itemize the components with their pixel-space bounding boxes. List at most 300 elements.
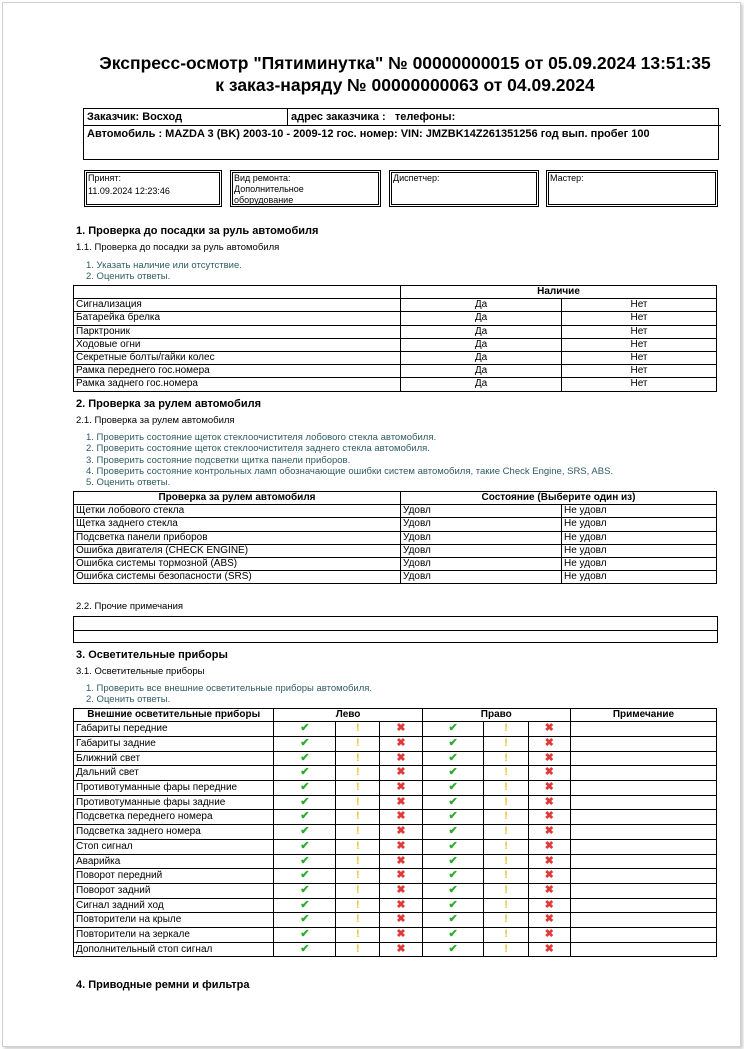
warning-cell[interactable] bbox=[484, 839, 528, 854]
warning-icon: ! bbox=[504, 751, 508, 764]
cross-icon: ✖ bbox=[396, 928, 406, 941]
warning-cell[interactable] bbox=[484, 722, 528, 737]
bad-option[interactable]: Не удовл bbox=[562, 505, 717, 518]
warning-icon: ! bbox=[504, 736, 508, 749]
warning-icon: ! bbox=[504, 795, 508, 808]
row-label: Повторители на крыле bbox=[74, 913, 274, 928]
address-phone-field bbox=[288, 109, 721, 126]
section4-title: 4. Приводные ремни и фильтра bbox=[76, 979, 250, 991]
check-cell[interactable] bbox=[274, 810, 336, 825]
check-cell[interactable] bbox=[274, 854, 336, 869]
cross-icon: ✖ bbox=[396, 942, 406, 955]
warning-cell[interactable] bbox=[484, 795, 528, 810]
check-cell[interactable] bbox=[422, 913, 484, 928]
cross-cell[interactable] bbox=[528, 898, 570, 913]
row-label: Щетка заднего стекла bbox=[74, 518, 401, 531]
instruction-item: 1. Указать наличие или отсутствие. bbox=[86, 260, 242, 271]
yes-option[interactable]: Да bbox=[401, 365, 562, 378]
cross-icon: ✖ bbox=[544, 766, 554, 779]
warning-icon: ! bbox=[355, 751, 360, 764]
check-cell[interactable] bbox=[422, 766, 484, 781]
check-cell[interactable] bbox=[422, 942, 484, 957]
check-cell[interactable] bbox=[422, 825, 484, 840]
check-cell[interactable] bbox=[422, 839, 484, 854]
note-cell[interactable] bbox=[570, 942, 716, 957]
accepted-value: 11.09.2024 12:23:46 bbox=[88, 186, 170, 196]
check-cell[interactable] bbox=[274, 883, 336, 898]
warning-icon: ! bbox=[504, 913, 508, 926]
check-cell[interactable] bbox=[274, 898, 336, 913]
row-label: Поворот передний bbox=[74, 869, 274, 884]
table-row bbox=[74, 781, 717, 796]
cross-cell[interactable] bbox=[380, 781, 422, 796]
note-cell[interactable] bbox=[570, 854, 716, 869]
check-cell[interactable] bbox=[422, 810, 484, 825]
check-icon: ✔ bbox=[300, 781, 310, 794]
check-cell[interactable] bbox=[274, 913, 336, 928]
table-row bbox=[74, 312, 717, 325]
check-cell[interactable] bbox=[274, 722, 336, 737]
row-label: Аварийка bbox=[74, 854, 274, 869]
check-icon: ✔ bbox=[300, 854, 310, 867]
warning-icon: ! bbox=[504, 825, 508, 838]
master-label: Мастер: bbox=[550, 173, 584, 183]
phones-label: телефоны: bbox=[394, 111, 456, 123]
warning-cell[interactable] bbox=[484, 781, 528, 796]
cross-icon: ✖ bbox=[396, 913, 406, 926]
cross-icon: ✖ bbox=[396, 883, 406, 896]
yes-option[interactable]: Да bbox=[401, 338, 562, 351]
check-cell[interactable] bbox=[274, 795, 336, 810]
check-cell[interactable] bbox=[274, 869, 336, 884]
table-row bbox=[74, 869, 717, 884]
check-cell[interactable] bbox=[274, 928, 336, 943]
row-label: Дальний свет bbox=[74, 766, 274, 781]
row-label: Подсветка переднего номера bbox=[74, 810, 274, 825]
warning-cell[interactable] bbox=[484, 942, 528, 957]
note-cell[interactable] bbox=[570, 869, 716, 884]
cross-cell[interactable] bbox=[528, 913, 570, 928]
table-row bbox=[74, 898, 717, 913]
table-row bbox=[74, 854, 717, 869]
cross-icon: ✖ bbox=[544, 913, 554, 926]
cross-icon: ✖ bbox=[544, 751, 554, 764]
cross-icon: ✖ bbox=[544, 825, 554, 838]
cross-icon: ✖ bbox=[396, 898, 406, 911]
address-label: адрес заказчика : bbox=[291, 111, 386, 123]
presence-header: Наличие bbox=[401, 286, 717, 299]
cross-cell[interactable] bbox=[380, 722, 422, 737]
warning-icon: ! bbox=[355, 839, 360, 852]
check-icon: ✔ bbox=[448, 722, 458, 735]
warning-cell[interactable] bbox=[336, 928, 380, 943]
section3-title: 3. Осветительные приборы bbox=[76, 649, 228, 661]
warning-icon: ! bbox=[355, 869, 360, 882]
cross-cell[interactable] bbox=[380, 736, 422, 751]
row-label: Ошибка двигателя (CHECK ENGINE) bbox=[74, 544, 401, 557]
lights-table bbox=[73, 708, 717, 957]
client-block bbox=[83, 108, 719, 160]
warning-cell[interactable] bbox=[336, 883, 380, 898]
warning-cell[interactable] bbox=[336, 795, 380, 810]
warning-cell[interactable] bbox=[484, 913, 528, 928]
table-row bbox=[74, 736, 717, 751]
warning-icon: ! bbox=[355, 766, 360, 779]
check-icon: ✔ bbox=[448, 883, 458, 896]
table-row bbox=[74, 795, 717, 810]
section1-instructions bbox=[86, 260, 242, 283]
cross-icon: ✖ bbox=[544, 854, 554, 867]
check-icon: ✔ bbox=[448, 751, 458, 764]
good-option[interactable]: Удовл bbox=[401, 531, 562, 544]
row-label: Сигнализация bbox=[74, 299, 401, 312]
row-label: Рамка заднего гос.номера bbox=[74, 378, 401, 391]
check-cell[interactable] bbox=[422, 795, 484, 810]
table-row bbox=[74, 825, 717, 840]
good-option[interactable]: Удовл bbox=[401, 571, 562, 584]
check-icon: ✔ bbox=[448, 869, 458, 882]
check-icon: ✔ bbox=[448, 854, 458, 867]
presence-header-blank bbox=[74, 286, 401, 299]
cross-icon: ✖ bbox=[544, 839, 554, 852]
check-icon: ✔ bbox=[300, 883, 310, 896]
warning-icon: ! bbox=[355, 825, 360, 838]
cross-cell[interactable] bbox=[528, 839, 570, 854]
warning-cell[interactable] bbox=[484, 883, 528, 898]
note-cell[interactable] bbox=[570, 795, 716, 810]
no-option[interactable]: Нет bbox=[562, 312, 717, 325]
note-cell[interactable] bbox=[570, 751, 716, 766]
check-icon: ✔ bbox=[300, 913, 310, 926]
check-icon: ✔ bbox=[448, 736, 458, 749]
check-icon: ✔ bbox=[300, 942, 310, 955]
customer-field: Заказчик: Восход bbox=[84, 109, 288, 126]
check-cell[interactable] bbox=[422, 751, 484, 766]
warning-cell[interactable] bbox=[336, 766, 380, 781]
master-box bbox=[546, 170, 718, 207]
row-label: Щетки лобового стекла bbox=[74, 505, 401, 518]
yes-option[interactable]: Да bbox=[401, 352, 562, 365]
warning-cell[interactable] bbox=[484, 825, 528, 840]
bad-option[interactable]: Не удовл bbox=[562, 558, 717, 571]
check-icon: ✔ bbox=[300, 736, 310, 749]
instruction-item: 2. Проверить состояние щеток стеклоочистителя заднего стекла автомобиля. bbox=[86, 443, 430, 455]
check-cell[interactable] bbox=[274, 942, 336, 957]
warning-cell[interactable] bbox=[336, 781, 380, 796]
bad-option[interactable]: Не удовл bbox=[562, 544, 717, 557]
cross-cell[interactable] bbox=[380, 839, 422, 854]
instruction-item: 3. Проверить состояние подсветки щитка панели приборов. bbox=[86, 454, 351, 466]
good-option[interactable]: Удовл bbox=[401, 544, 562, 557]
check-icon: ✔ bbox=[300, 751, 310, 764]
warning-icon: ! bbox=[355, 898, 360, 911]
row-label: Габариты передние bbox=[74, 722, 274, 737]
warning-cell[interactable] bbox=[336, 869, 380, 884]
check-cell[interactable] bbox=[274, 825, 336, 840]
warning-cell[interactable] bbox=[336, 898, 380, 913]
warning-icon: ! bbox=[504, 766, 508, 779]
row-label: Батарейка брелка bbox=[74, 312, 401, 325]
cross-cell[interactable] bbox=[528, 883, 570, 898]
warning-cell[interactable] bbox=[336, 722, 380, 737]
row-label: Рамка переднего гос.номера bbox=[74, 365, 401, 378]
cross-cell[interactable] bbox=[380, 810, 422, 825]
row-label: Ошибка системы тормозной (ABS) bbox=[74, 558, 401, 571]
yes-option[interactable]: Да bbox=[401, 299, 562, 312]
cross-cell[interactable] bbox=[528, 869, 570, 884]
bad-option[interactable]: Не удовл bbox=[562, 518, 717, 531]
cross-cell[interactable] bbox=[380, 766, 422, 781]
table-row bbox=[74, 942, 717, 957]
table-row bbox=[74, 722, 717, 737]
warning-icon: ! bbox=[504, 883, 508, 896]
table-row bbox=[74, 913, 717, 928]
warning-icon: ! bbox=[355, 810, 360, 823]
warning-icon: ! bbox=[355, 781, 360, 794]
accepted-label: Принят: bbox=[88, 173, 121, 183]
note-cell[interactable] bbox=[570, 736, 716, 751]
warning-cell[interactable] bbox=[484, 898, 528, 913]
cross-cell[interactable] bbox=[380, 928, 422, 943]
accepted-box bbox=[84, 170, 222, 207]
warning-icon: ! bbox=[504, 781, 508, 794]
warning-cell[interactable] bbox=[484, 736, 528, 751]
cross-cell[interactable] bbox=[528, 854, 570, 869]
check-cell[interactable] bbox=[422, 928, 484, 943]
note-cell[interactable] bbox=[570, 722, 716, 737]
check-icon: ✔ bbox=[300, 795, 310, 808]
warning-cell[interactable] bbox=[336, 942, 380, 957]
note-cell[interactable] bbox=[570, 898, 716, 913]
no-option[interactable]: Нет bbox=[562, 299, 717, 312]
check-cell[interactable] bbox=[422, 736, 484, 751]
row-label: Габариты задние bbox=[74, 736, 274, 751]
cross-cell[interactable] bbox=[380, 913, 422, 928]
check-icon: ✔ bbox=[300, 928, 310, 941]
warning-cell[interactable] bbox=[484, 854, 528, 869]
note-cell[interactable] bbox=[570, 810, 716, 825]
good-option[interactable]: Удовл bbox=[401, 518, 562, 531]
cross-cell[interactable] bbox=[380, 883, 422, 898]
cross-icon: ✖ bbox=[396, 810, 406, 823]
driver-check-table bbox=[73, 491, 717, 584]
warning-cell[interactable] bbox=[336, 810, 380, 825]
row-label: Ошибка системы безопасности (SRS) bbox=[74, 571, 401, 584]
lights-right-header: Право bbox=[422, 709, 570, 722]
warning-cell[interactable] bbox=[336, 839, 380, 854]
repair-type-value: Дополнительное оборудование bbox=[234, 184, 304, 205]
check-cell[interactable] bbox=[422, 869, 484, 884]
check-icon: ✔ bbox=[300, 722, 310, 735]
yes-option[interactable]: Да bbox=[401, 312, 562, 325]
check-icon: ✔ bbox=[300, 869, 310, 882]
cross-icon: ✖ bbox=[396, 781, 406, 794]
table-row bbox=[74, 378, 717, 391]
row-label: Сигнал задний ход bbox=[74, 898, 274, 913]
driver-check-col2: Состояние (Выберите один из) bbox=[401, 492, 717, 505]
driver-check-col1: Проверка за рулем автомобиля bbox=[74, 492, 401, 505]
warning-icon: ! bbox=[355, 883, 360, 896]
cross-cell[interactable] bbox=[528, 751, 570, 766]
check-icon: ✔ bbox=[448, 810, 458, 823]
cross-cell[interactable] bbox=[528, 928, 570, 943]
cross-cell[interactable] bbox=[380, 825, 422, 840]
table-row bbox=[74, 338, 717, 351]
yes-option[interactable]: Да bbox=[401, 378, 562, 391]
no-option[interactable]: Нет bbox=[562, 352, 717, 365]
table-row bbox=[74, 571, 717, 584]
check-icon: ✔ bbox=[448, 898, 458, 911]
good-option[interactable]: Удовл bbox=[401, 558, 562, 571]
cross-cell[interactable] bbox=[380, 854, 422, 869]
bad-option[interactable]: Не удовл bbox=[562, 531, 717, 544]
warning-icon: ! bbox=[504, 854, 508, 867]
warning-icon: ! bbox=[504, 869, 508, 882]
row-label: Секретные болты/гайки колес bbox=[74, 352, 401, 365]
note-cell[interactable] bbox=[570, 928, 716, 943]
check-cell[interactable] bbox=[422, 883, 484, 898]
warning-icon: ! bbox=[355, 736, 360, 749]
warning-icon: ! bbox=[355, 722, 360, 735]
warning-icon: ! bbox=[355, 942, 360, 955]
table-row bbox=[74, 352, 717, 365]
no-option[interactable]: Нет bbox=[562, 365, 717, 378]
section2-subtitle: 2.1. Проверка за рулем автомобиля bbox=[76, 415, 235, 426]
check-cell[interactable] bbox=[274, 839, 336, 854]
warning-cell[interactable] bbox=[484, 766, 528, 781]
check-cell[interactable] bbox=[422, 781, 484, 796]
cross-icon: ✖ bbox=[544, 722, 554, 735]
cross-icon: ✖ bbox=[544, 795, 554, 808]
good-option[interactable]: Удовл bbox=[401, 505, 562, 518]
row-label: Поворот задний bbox=[74, 883, 274, 898]
row-label: Противотуманные фары задние bbox=[74, 795, 274, 810]
bad-option[interactable]: Не удовл bbox=[562, 571, 717, 584]
table-row bbox=[74, 928, 717, 943]
row-label: Дополнительный стоп сигнал bbox=[74, 942, 274, 957]
table-row bbox=[74, 883, 717, 898]
notes-field-2[interactable] bbox=[73, 629, 718, 643]
warning-cell[interactable] bbox=[484, 928, 528, 943]
cross-cell[interactable] bbox=[380, 869, 422, 884]
table-row bbox=[74, 505, 717, 518]
lights-col1: Внешние осветительные приборы bbox=[74, 709, 274, 722]
warning-icon: ! bbox=[504, 839, 508, 852]
warning-cell[interactable] bbox=[336, 751, 380, 766]
section2-notes-title: 2.2. Прочие примечания bbox=[76, 601, 184, 612]
note-cell[interactable] bbox=[570, 839, 716, 854]
cross-cell[interactable] bbox=[380, 898, 422, 913]
check-cell[interactable] bbox=[274, 736, 336, 751]
cross-icon: ✖ bbox=[396, 722, 406, 735]
instruction-item: 1. Проверить все внешние осветительные приборы автомобиля. bbox=[86, 683, 373, 694]
warning-icon: ! bbox=[504, 810, 508, 823]
dispatcher-label: Диспетчер: bbox=[393, 173, 440, 183]
check-cell[interactable] bbox=[422, 722, 484, 737]
cross-cell[interactable] bbox=[528, 766, 570, 781]
cross-cell[interactable] bbox=[380, 751, 422, 766]
no-option[interactable]: Нет bbox=[562, 378, 717, 391]
warning-cell[interactable] bbox=[484, 751, 528, 766]
note-cell[interactable] bbox=[570, 781, 716, 796]
warning-cell[interactable] bbox=[484, 869, 528, 884]
table-row bbox=[74, 766, 717, 781]
warning-icon: ! bbox=[355, 928, 360, 941]
cross-cell[interactable] bbox=[528, 736, 570, 751]
table-row bbox=[74, 544, 717, 557]
check-icon: ✔ bbox=[300, 825, 310, 838]
repair-type-box bbox=[230, 170, 381, 207]
repair-type-label: Вид ремонта: bbox=[234, 173, 291, 183]
check-cell[interactable] bbox=[422, 854, 484, 869]
row-label: Подсветка заднего номера bbox=[74, 825, 274, 840]
cross-icon: ✖ bbox=[544, 928, 554, 941]
cross-cell[interactable] bbox=[528, 722, 570, 737]
warning-cell[interactable] bbox=[336, 854, 380, 869]
instruction-item: 5. Оценить ответы. bbox=[86, 477, 171, 489]
cross-cell[interactable] bbox=[528, 810, 570, 825]
check-cell[interactable] bbox=[422, 898, 484, 913]
lights-left-header: Лево bbox=[274, 709, 422, 722]
dispatcher-box bbox=[389, 170, 539, 207]
warning-cell[interactable] bbox=[336, 736, 380, 751]
check-icon: ✔ bbox=[448, 942, 458, 955]
cross-icon: ✖ bbox=[396, 736, 406, 749]
check-icon: ✔ bbox=[448, 781, 458, 794]
cross-icon: ✖ bbox=[544, 781, 554, 794]
check-icon: ✔ bbox=[448, 913, 458, 926]
table-row bbox=[74, 810, 717, 825]
note-cell[interactable] bbox=[570, 766, 716, 781]
note-cell[interactable] bbox=[570, 825, 716, 840]
section3-subtitle: 3.1. Осветительные приборы bbox=[76, 666, 205, 677]
warning-cell[interactable] bbox=[336, 825, 380, 840]
row-label: Стоп сигнал bbox=[74, 839, 274, 854]
check-cell[interactable] bbox=[274, 751, 336, 766]
table-row bbox=[74, 531, 717, 544]
cross-cell[interactable] bbox=[528, 781, 570, 796]
cross-icon: ✖ bbox=[544, 898, 554, 911]
cross-icon: ✖ bbox=[396, 854, 406, 867]
check-cell[interactable] bbox=[274, 766, 336, 781]
table-row bbox=[74, 365, 717, 378]
cross-cell[interactable] bbox=[528, 942, 570, 957]
row-label: Парктроник bbox=[74, 325, 401, 338]
warning-icon: ! bbox=[355, 795, 360, 808]
note-cell[interactable] bbox=[570, 883, 716, 898]
check-icon: ✔ bbox=[448, 825, 458, 838]
no-option[interactable]: Нет bbox=[562, 338, 717, 351]
cross-cell[interactable] bbox=[528, 825, 570, 840]
cross-cell[interactable] bbox=[380, 942, 422, 957]
cross-cell[interactable] bbox=[380, 795, 422, 810]
yes-option[interactable]: Да bbox=[401, 325, 562, 338]
no-option[interactable]: Нет bbox=[562, 325, 717, 338]
warning-icon: ! bbox=[355, 913, 360, 926]
warning-cell[interactable] bbox=[336, 913, 380, 928]
check-icon: ✔ bbox=[300, 810, 310, 823]
row-label: Повторители на зеркале bbox=[74, 928, 274, 943]
check-icon: ✔ bbox=[300, 898, 310, 911]
note-cell[interactable] bbox=[570, 913, 716, 928]
car-field: Автомобиль : MAZDA 3 (BK) 2003-10 - 2009-12 гос. номер: VIN: JMZBK14Z261351256 год вып. пробег 100 bbox=[87, 128, 650, 140]
table-row bbox=[74, 518, 717, 531]
check-cell[interactable] bbox=[274, 781, 336, 796]
cross-cell[interactable] bbox=[528, 795, 570, 810]
instruction-item: 4. Проверить состояние контрольных ламп обозначающие ошибки систем автомобиля, такие Check Engine, SRS, ABS. bbox=[86, 465, 614, 477]
cross-icon: ✖ bbox=[544, 736, 554, 749]
warning-cell[interactable] bbox=[484, 810, 528, 825]
